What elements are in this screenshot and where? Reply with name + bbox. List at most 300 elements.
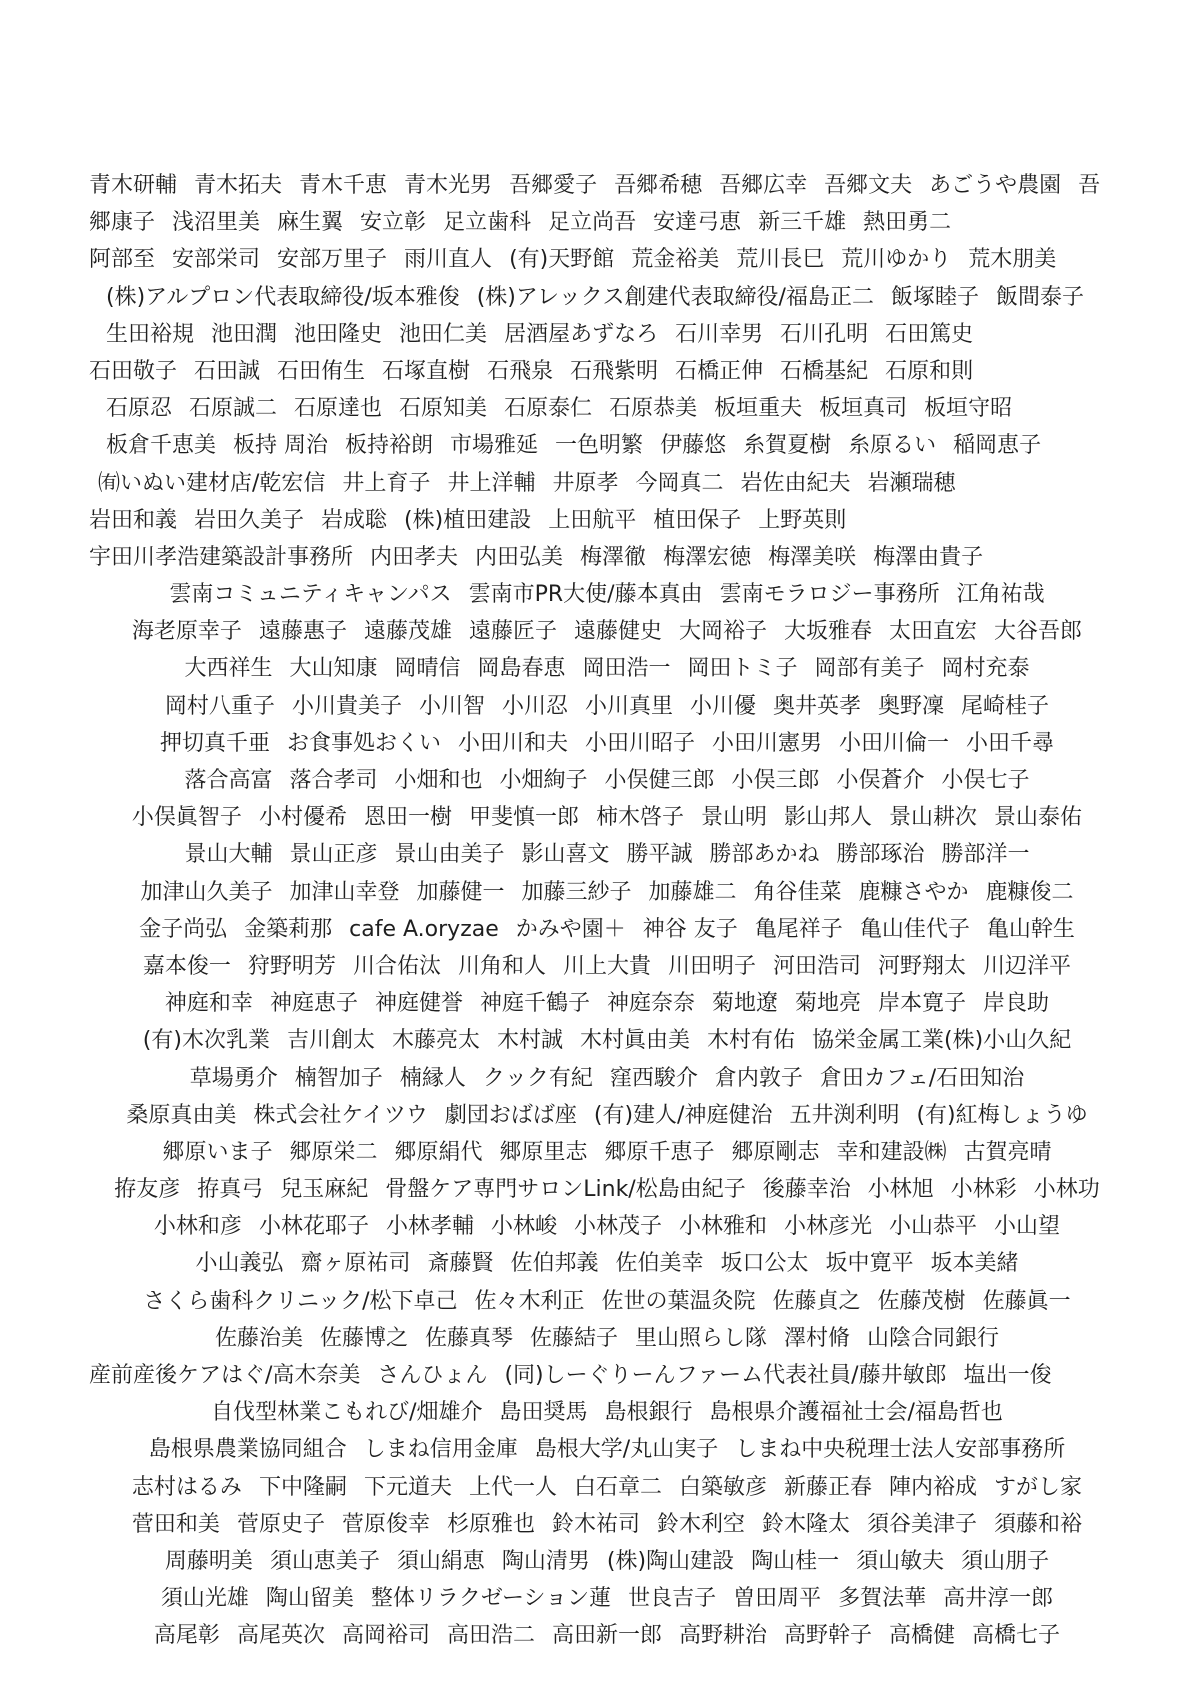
name-entry: 鹿糠俊二 bbox=[985, 879, 1074, 905]
name-entry: 須山絹恵 bbox=[396, 1548, 485, 1574]
name-entry: 石橋正伸 bbox=[675, 358, 764, 384]
name-line bbox=[0, 874, 1200, 911]
name-entry: 飯塚睦子 bbox=[890, 284, 979, 310]
name-entry: 小林功 bbox=[1033, 1177, 1100, 1203]
name-entry: 遠藤匠子 bbox=[468, 619, 557, 645]
name-entry: 木藤亮太 bbox=[391, 1028, 480, 1054]
name-entry: 石川孔明 bbox=[780, 321, 869, 347]
name-line bbox=[0, 576, 1200, 613]
name-line bbox=[0, 799, 1200, 836]
name-entry: 遠藤惠子 bbox=[258, 619, 347, 645]
name-entry: 鈴木利空 bbox=[657, 1511, 746, 1537]
name-entry: 恩田一樹 bbox=[363, 805, 452, 831]
name-line bbox=[0, 1357, 1200, 1394]
name-entry: 新藤正春 bbox=[784, 1474, 873, 1500]
name-entry: 骨盤ケア専門サロンLink/松島由紀子 bbox=[385, 1177, 746, 1203]
name-entry: 小山望 bbox=[994, 1214, 1061, 1240]
name-entry: 稲岡恵子 bbox=[953, 433, 1042, 459]
name-entry: 青木光男 bbox=[404, 173, 493, 198]
name-line bbox=[0, 167, 1200, 204]
name-line bbox=[0, 1171, 1200, 1208]
name-entry: 市場雅延 bbox=[450, 433, 539, 459]
name-entry: 斎藤賢 bbox=[427, 1251, 494, 1277]
name-entry: 加藤三紗子 bbox=[521, 879, 632, 905]
name-entry: しまね信用金庫 bbox=[363, 1437, 518, 1463]
name-entry: 高野耕治 bbox=[679, 1623, 768, 1649]
name-entry: 須山敏夫 bbox=[856, 1548, 945, 1574]
name-entry: 石川幸男 bbox=[675, 321, 764, 347]
name-entry: お食事処おくい bbox=[286, 730, 441, 756]
name-entry: 麻生翼 bbox=[277, 210, 344, 236]
name-line bbox=[0, 985, 1200, 1022]
name-entry: 居酒屋あずなろ bbox=[504, 321, 659, 347]
name-entry: 曽田周平 bbox=[733, 1586, 822, 1612]
name-entry: かみや園＋ bbox=[515, 916, 626, 942]
name-line bbox=[0, 1580, 1200, 1617]
name-entry: 板持 周治 bbox=[233, 433, 329, 459]
name-entry: 佐藤結子 bbox=[529, 1325, 618, 1351]
name-entry: 佐藤博之 bbox=[319, 1325, 408, 1351]
name-line bbox=[0, 688, 1200, 725]
name-entry: 郷原栄二 bbox=[289, 1139, 378, 1165]
name-entry: 落合高富 bbox=[184, 768, 273, 793]
name-entry: 高田新一郎 bbox=[551, 1623, 662, 1649]
name-entry: 安部栄司 bbox=[172, 247, 261, 273]
name-entry: 嘉本俊一 bbox=[142, 953, 231, 979]
name-entry: (有)木次乳業 bbox=[142, 1028, 270, 1054]
name-entry: 加津山幸登 bbox=[289, 879, 400, 905]
name-entry: 甲斐慎一郎 bbox=[468, 805, 579, 831]
name-entry: 塩出一俊 bbox=[963, 1363, 1052, 1388]
name-entry: 佐世の葉温灸院 bbox=[601, 1288, 756, 1314]
name-entry: 吾 bbox=[1078, 173, 1101, 198]
name-entry: 板持裕朗 bbox=[345, 433, 434, 459]
name-entry: 河野翔太 bbox=[878, 953, 967, 979]
name-entry: 郷原絹代 bbox=[394, 1139, 483, 1165]
name-entry: 亀山幹生 bbox=[986, 916, 1075, 942]
name-entry: 大谷吾郎 bbox=[994, 619, 1083, 645]
name-entry: 須山恵美子 bbox=[269, 1548, 380, 1574]
name-entry: 景山正彦 bbox=[289, 842, 378, 868]
name-entry: 石飛泉 bbox=[487, 358, 554, 384]
name-entry: 上田航平 bbox=[548, 507, 637, 533]
name-entry: 石原和則 bbox=[885, 358, 974, 384]
name-entry: 神庭奈奈 bbox=[606, 991, 695, 1017]
name-entry: 石田敬子 bbox=[89, 358, 178, 384]
name-entry: 勝部洋一 bbox=[941, 842, 1030, 868]
name-entry: 古賀亮晴 bbox=[963, 1139, 1052, 1165]
name-entry: 川田明子 bbox=[668, 953, 757, 979]
name-entry: 吉川創太 bbox=[286, 1028, 375, 1054]
name-entry: 坂本美緒 bbox=[930, 1251, 1019, 1277]
name-entry: 川辺洋平 bbox=[983, 953, 1072, 979]
name-entry: 石原誠二 bbox=[189, 396, 278, 422]
name-entry: 落合孝司 bbox=[289, 768, 378, 793]
name-entry: 雲南市PR大使/藤本真由 bbox=[468, 582, 703, 608]
name-entry: 五井渕利明 bbox=[789, 1102, 900, 1128]
name-entry: 小田川昭子 bbox=[584, 730, 695, 756]
name-entry: 兒玉麻紀 bbox=[280, 1177, 369, 1203]
name-entry: 島田奨馬 bbox=[499, 1400, 588, 1426]
name-entry: 板垣守昭 bbox=[924, 396, 1013, 422]
name-entry: 小俣眞智子 bbox=[131, 805, 242, 831]
name-entry: 生田裕規 bbox=[106, 321, 195, 347]
name-entry: 池田潤 bbox=[211, 321, 278, 347]
name-entry: しまね中央税理士法人安部事務所 bbox=[735, 1437, 1066, 1463]
name-entry: 安達弓恵 bbox=[653, 210, 742, 236]
name-entry: 楠智加子 bbox=[294, 1065, 383, 1091]
name-entry: 木村有佑 bbox=[707, 1028, 796, 1054]
name-entry: 亀尾祥子 bbox=[754, 916, 843, 942]
name-entry: 桑原真由美 bbox=[126, 1102, 237, 1128]
name-entry: 遠藤茂雄 bbox=[363, 619, 452, 645]
name-entry: 小林孝輔 bbox=[385, 1214, 474, 1240]
name-entry: 川角和人 bbox=[457, 953, 546, 979]
name-entry: 島根大学/丸山実子 bbox=[534, 1437, 719, 1463]
name-line bbox=[0, 316, 1200, 353]
name-line bbox=[0, 1097, 1200, 1134]
name-entry: 世良吉子 bbox=[628, 1586, 717, 1612]
name-entry: 池田仁美 bbox=[399, 321, 488, 347]
name-entry: 後藤幸治 bbox=[762, 1177, 851, 1203]
name-entry: 郷原千恵子 bbox=[604, 1139, 715, 1165]
name-entry: 小村優希 bbox=[258, 805, 347, 831]
name-entry: 上野英則 bbox=[758, 507, 847, 533]
name-entry: 拵真弓 bbox=[197, 1177, 264, 1203]
name-line bbox=[0, 1543, 1200, 1580]
name-entry: 大西祥生 bbox=[184, 656, 273, 682]
name-entry: 小山義弘 bbox=[195, 1251, 284, 1277]
name-entry: 荒川長巳 bbox=[736, 247, 825, 273]
name-entry: (株)陶山建設 bbox=[606, 1548, 735, 1574]
name-entry: 井原孝 bbox=[552, 470, 619, 496]
name-entry: 小林花耶子 bbox=[258, 1214, 369, 1240]
name-entry: 一色明繁 bbox=[555, 433, 644, 459]
name-entry: 岡村八重子 bbox=[164, 693, 275, 719]
name-entry: 郷原いま子 bbox=[162, 1139, 273, 1165]
name-entry: 加津山久美子 bbox=[140, 879, 273, 905]
name-entry: 狩野明芳 bbox=[247, 953, 336, 979]
name-entry: (株)アルプロン代表取締役/坂本雅俊 bbox=[106, 284, 460, 310]
name-entry: 小川優 bbox=[690, 693, 757, 719]
name-entry: 石田誠 bbox=[194, 358, 261, 384]
name-entry: 影山喜文 bbox=[521, 842, 610, 868]
name-entry: 植田保子 bbox=[653, 507, 742, 533]
name-entry: 押切真千亜 bbox=[159, 730, 270, 756]
name-entry: 多賀法華 bbox=[838, 1586, 927, 1612]
name-line bbox=[0, 1245, 1200, 1282]
name-entry: 佐藤治美 bbox=[214, 1325, 303, 1351]
name-entry: 小林茂子 bbox=[573, 1214, 662, 1240]
name-entry: 小林彦光 bbox=[784, 1214, 873, 1240]
name-entry: 岩瀬瑞穂 bbox=[867, 470, 956, 496]
name-entry: 郷原里志 bbox=[499, 1139, 588, 1165]
name-entry: 内田弘美 bbox=[475, 544, 564, 570]
name-entry: 梅澤由貴子 bbox=[873, 544, 984, 570]
name-entry: 拵友彦 bbox=[114, 1177, 181, 1203]
name-entry: 小林旭 bbox=[867, 1177, 934, 1203]
name-entry: 大山知康 bbox=[289, 656, 378, 682]
name-entry: 岩田和義 bbox=[89, 507, 178, 533]
name-entry: 勝部あかね bbox=[709, 842, 820, 868]
name-entry: 陶山清男 bbox=[501, 1548, 590, 1574]
name-entry: 協栄金属工業(株)小山久紀 bbox=[812, 1028, 1072, 1054]
name-line bbox=[0, 1506, 1200, 1543]
name-entry: 吾郷広幸 bbox=[719, 173, 808, 198]
name-entry: 郷康子 bbox=[89, 210, 156, 236]
name-entry: 小林和彦 bbox=[153, 1214, 242, 1240]
name-entry: 木村誠 bbox=[496, 1028, 563, 1054]
name-entry: さんひょん bbox=[377, 1363, 488, 1388]
name-line bbox=[0, 241, 1200, 278]
name-entry: 自伐型林業こもれび/畑雄介 bbox=[211, 1400, 483, 1426]
name-entry: 杉原雅也 bbox=[446, 1511, 535, 1537]
name-entry: 神谷 友子 bbox=[642, 916, 738, 942]
name-entry: 陶山桂一 bbox=[751, 1548, 840, 1574]
name-entry: (株)植田建設 bbox=[404, 507, 532, 533]
name-entry: 安立彰 bbox=[360, 210, 427, 236]
name-entry: 新三千雄 bbox=[758, 210, 847, 236]
name-entry: 岡田トミ子 bbox=[687, 656, 798, 682]
name-entry: (有)天野館 bbox=[509, 247, 615, 273]
name-entry: 小林彩 bbox=[950, 1177, 1017, 1203]
name-entry: 高尾彰 bbox=[153, 1623, 220, 1649]
name-entry: 景山由美子 bbox=[394, 842, 505, 868]
name-entry: 倉田カフェ/石田知治 bbox=[819, 1065, 1025, 1091]
name-entry: 高野幹子 bbox=[784, 1623, 873, 1649]
name-entry: 菅原史子 bbox=[236, 1511, 325, 1537]
name-entry: 鈴木隆太 bbox=[762, 1511, 851, 1537]
name-entry: 金築莉那 bbox=[244, 916, 333, 942]
name-entry: すがし家 bbox=[994, 1474, 1083, 1500]
name-entry: 郷原剛志 bbox=[731, 1139, 820, 1165]
name-entry: 小川貴美子 bbox=[291, 693, 402, 719]
name-entry: 神庭和幸 bbox=[164, 991, 253, 1017]
name-entry: 高岡裕司 bbox=[341, 1623, 430, 1649]
name-line bbox=[0, 1320, 1200, 1357]
name-entry: 高尾英次 bbox=[236, 1623, 325, 1649]
name-entry: 楠縁人 bbox=[399, 1065, 466, 1091]
name-entry: 太田直宏 bbox=[889, 619, 978, 645]
name-line bbox=[0, 948, 1200, 985]
name-entry: 雲南コミュニティキャンパス bbox=[169, 582, 452, 608]
name-entry: 板垣重夫 bbox=[714, 396, 803, 422]
name-entry: 足立歯科 bbox=[443, 210, 532, 236]
name-entry: 佐藤貞之 bbox=[772, 1288, 861, 1314]
name-entry: 幸和建設㈱ bbox=[836, 1139, 947, 1165]
name-entry: 白築敏彦 bbox=[679, 1474, 768, 1500]
name-entry: 伊藤悠 bbox=[660, 433, 727, 459]
name-entry: 須藤和裕 bbox=[994, 1511, 1083, 1537]
name-entry: 小畑絢子 bbox=[499, 768, 588, 793]
name-entry: 神庭千鶴子 bbox=[479, 991, 590, 1017]
name-entry: 安部万里子 bbox=[277, 247, 388, 273]
name-line bbox=[0, 1394, 1200, 1431]
name-entry: 小川忍 bbox=[501, 693, 568, 719]
name-line bbox=[0, 1022, 1200, 1059]
name-entry: 山陰合同銀行 bbox=[867, 1325, 1000, 1351]
name-entry: (有)紅梅しょうゆ bbox=[916, 1102, 1088, 1128]
name-entry: 加藤健一 bbox=[416, 879, 505, 905]
name-entry: さくら歯科クリニック/松下卓己 bbox=[143, 1288, 458, 1314]
name-entry: 株式会社ケイツウ bbox=[253, 1102, 428, 1128]
name-entry: cafe A.oryzae bbox=[349, 916, 499, 942]
name-line bbox=[0, 911, 1200, 948]
name-entry: 青木千恵 bbox=[299, 173, 388, 198]
name-entry: 景山泰佑 bbox=[994, 805, 1083, 831]
name-line bbox=[0, 1283, 1200, 1320]
name-line bbox=[0, 390, 1200, 427]
name-entry: 菊地亮 bbox=[795, 991, 862, 1017]
name-line bbox=[0, 353, 1200, 390]
name-entry: 倉内敦子 bbox=[714, 1065, 803, 1091]
name-entry: 石橋基紀 bbox=[780, 358, 869, 384]
name-entry: 内田孝夫 bbox=[370, 544, 459, 570]
name-entry: 上代一人 bbox=[468, 1474, 557, 1500]
name-entry: 岡部有美子 bbox=[814, 656, 925, 682]
name-entry: 岸本寛子 bbox=[878, 991, 967, 1017]
name-entry: 小田千尋 bbox=[966, 730, 1055, 756]
name-line bbox=[0, 427, 1200, 464]
name-entry: 池田隆史 bbox=[294, 321, 383, 347]
name-entry: 大岡裕子 bbox=[679, 619, 768, 645]
name-entry: 吾郷文夫 bbox=[824, 173, 913, 198]
name-entry: ㈲いぬい建材店/乾宏信 bbox=[98, 470, 326, 496]
name-entry: 阿部至 bbox=[89, 247, 156, 273]
name-entry: 陣内裕成 bbox=[889, 1474, 978, 1500]
name-entry: 石田篤史 bbox=[885, 321, 974, 347]
name-entry: 整体リラクゼーション蓮 bbox=[370, 1586, 612, 1612]
name-entry: 坂口公太 bbox=[720, 1251, 809, 1277]
name-entry: 奥野凜 bbox=[878, 693, 945, 719]
name-entry: 石田侑生 bbox=[277, 358, 366, 384]
name-entry: 里山照らし隊 bbox=[635, 1325, 768, 1351]
name-line bbox=[0, 539, 1200, 576]
name-entry: 青木研輔 bbox=[89, 173, 178, 198]
name-entry: 景山大輔 bbox=[184, 842, 273, 868]
name-entry: 小林峻 bbox=[490, 1214, 557, 1240]
name-line bbox=[0, 1208, 1200, 1245]
name-entry: 小俣健三郎 bbox=[604, 768, 715, 793]
name-entry: 小川智 bbox=[418, 693, 485, 719]
name-entry: 佐藤真琴 bbox=[424, 1325, 513, 1351]
name-entry: 浅沼里美 bbox=[172, 210, 261, 236]
name-entry: 岩成聡 bbox=[321, 507, 388, 533]
name-entry: 周藤明美 bbox=[164, 1548, 253, 1574]
name-entry: 小俣七子 bbox=[941, 768, 1030, 793]
name-entry: 加藤雄二 bbox=[648, 879, 737, 905]
name-entry: 井上育子 bbox=[342, 470, 431, 496]
name-entry: 鈴木祐司 bbox=[551, 1511, 640, 1537]
name-entry: 吾郷希穂 bbox=[614, 173, 703, 198]
name-entry: 鹿糠さやか bbox=[858, 879, 969, 905]
name-entry: 荒金裕美 bbox=[631, 247, 720, 273]
name-entry: 石原恭美 bbox=[609, 396, 698, 422]
name-entry: 岩佐由紀夫 bbox=[740, 470, 851, 496]
name-entry: 佐々木利正 bbox=[474, 1288, 585, 1314]
name-entry: 澤村脩 bbox=[784, 1325, 851, 1351]
name-entry: 神庭健誉 bbox=[374, 991, 463, 1017]
name-entry: 小畑和也 bbox=[394, 768, 483, 793]
name-entry: 川上大貴 bbox=[562, 953, 651, 979]
name-list bbox=[0, 167, 1200, 1655]
name-entry: 岡晴信 bbox=[394, 656, 461, 682]
name-entry: 糸原るい bbox=[848, 433, 937, 459]
name-entry: 小田川倫一 bbox=[839, 730, 950, 756]
name-entry: 飯間泰子 bbox=[995, 284, 1084, 310]
name-entry: 佐藤茂樹 bbox=[877, 1288, 966, 1314]
name-entry: 産前産後ケアはぐ/高木奈美 bbox=[89, 1363, 361, 1388]
name-entry: 岩田久美子 bbox=[194, 507, 305, 533]
name-entry: 岡島春恵 bbox=[477, 656, 566, 682]
name-entry: 高田浩二 bbox=[446, 1623, 535, 1649]
name-entry: 景山明 bbox=[701, 805, 768, 831]
name-entry: 岡村充泰 bbox=[941, 656, 1030, 682]
name-entry: 梅澤宏徳 bbox=[663, 544, 752, 570]
name-entry: 川合佑汰 bbox=[352, 953, 441, 979]
name-entry: 小田川憲男 bbox=[712, 730, 823, 756]
name-entry: 坂中寛平 bbox=[825, 1251, 914, 1277]
name-entry: 草場勇介 bbox=[189, 1065, 278, 1091]
name-entry: 石原知美 bbox=[399, 396, 488, 422]
name-entry: 荒木朋美 bbox=[968, 247, 1057, 273]
name-entry: 遠藤健史 bbox=[573, 619, 662, 645]
name-entry: 窪西駿介 bbox=[609, 1065, 698, 1091]
name-entry: 小山恭平 bbox=[889, 1214, 978, 1240]
name-line bbox=[0, 465, 1200, 502]
name-entry: 石原泰仁 bbox=[504, 396, 593, 422]
name-entry: 荒川ゆかり bbox=[841, 247, 952, 273]
name-entry: 糸賀夏樹 bbox=[743, 433, 832, 459]
name-line bbox=[0, 502, 1200, 539]
name-entry: 勝部琢治 bbox=[836, 842, 925, 868]
name-line bbox=[0, 1617, 1200, 1654]
name-entry: 板倉千恵美 bbox=[106, 433, 217, 459]
name-entry: 雲南モラロジー事務所 bbox=[719, 582, 940, 608]
name-entry: 奥井英孝 bbox=[773, 693, 862, 719]
name-entry: 大坂雅春 bbox=[784, 619, 873, 645]
name-entry: 島根県介護福祉士会/福島哲也 bbox=[709, 1400, 1003, 1426]
name-entry: 岡田浩一 bbox=[582, 656, 671, 682]
name-entry: 板垣真司 bbox=[819, 396, 908, 422]
name-entry: 梅澤美咲 bbox=[768, 544, 857, 570]
name-entry: 菅田和美 bbox=[131, 1511, 220, 1537]
name-entry: 須山朋子 bbox=[961, 1548, 1050, 1574]
name-entry: 宇田川孝浩建築設計事務所 bbox=[89, 544, 354, 570]
name-entry: 木村眞由美 bbox=[580, 1028, 691, 1054]
name-entry: 小川真里 bbox=[584, 693, 673, 719]
name-entry: 青木拓夫 bbox=[194, 173, 283, 198]
name-entry: 白石章二 bbox=[573, 1474, 662, 1500]
name-entry: 佐伯美幸 bbox=[615, 1251, 704, 1277]
name-entry: あごうや農園 bbox=[929, 173, 1062, 198]
name-line bbox=[0, 762, 1200, 799]
name-entry: 梅澤徹 bbox=[580, 544, 647, 570]
name-entry: 須谷美津子 bbox=[867, 1511, 978, 1537]
name-entry: 陶山留美 bbox=[265, 1586, 354, 1612]
name-entry: 劇団おばば座 bbox=[444, 1102, 577, 1128]
name-entry: 菊地遼 bbox=[712, 991, 779, 1017]
name-entry: 石塚直樹 bbox=[382, 358, 471, 384]
name-entry: 志村はるみ bbox=[131, 1474, 242, 1500]
name-entry: 下元道夫 bbox=[363, 1474, 452, 1500]
name-entry: 小俣蒼介 bbox=[836, 768, 925, 793]
name-line bbox=[0, 204, 1200, 241]
name-entry: (有)建人/神庭健治 bbox=[593, 1102, 773, 1128]
name-line bbox=[0, 650, 1200, 687]
name-entry: 勝平誠 bbox=[626, 842, 693, 868]
name-entry: 高井淳一郎 bbox=[943, 1586, 1054, 1612]
